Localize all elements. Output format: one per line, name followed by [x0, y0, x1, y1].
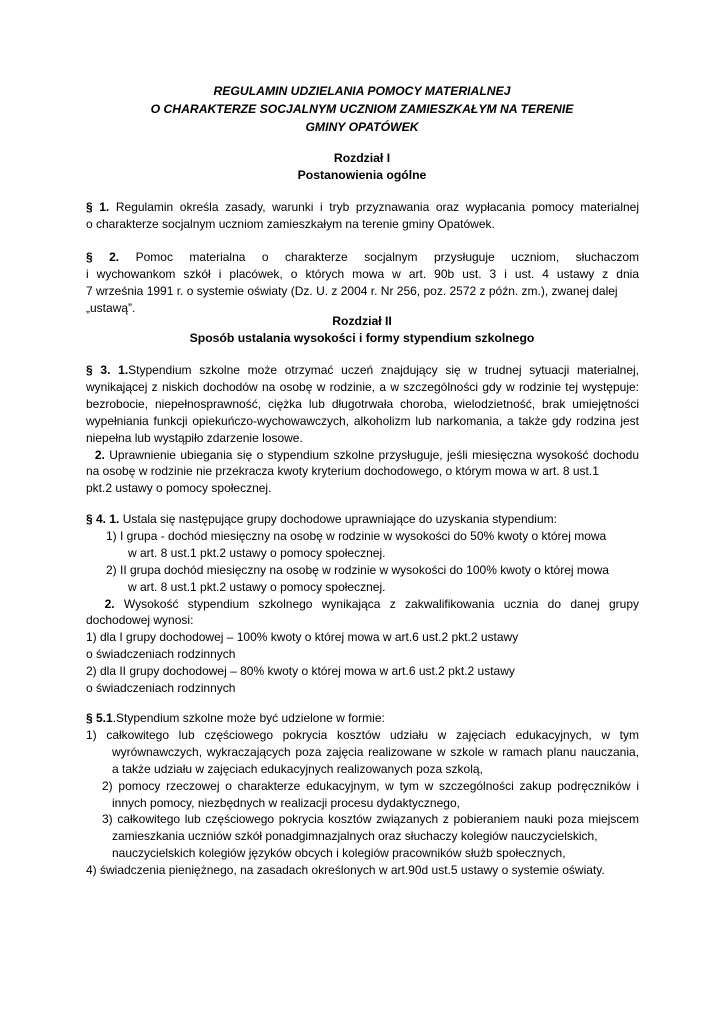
chapter-1-number: Rozdział I: [333, 151, 391, 165]
paragraph-4-point-2-mark: 2.: [104, 596, 115, 611]
document-title: [0, 82, 724, 136]
chapter-2-title: Sposób ustalania wysokości i formy stypendium szkolnego: [189, 331, 535, 345]
paragraph-4-line: Wysokość stypendium szkolnego wynikająca z zakwalifikowania ucznia do danej grupy: [123, 596, 639, 611]
paragraph-5: [86, 710, 639, 879]
paragraph-3-line: wynikającej z niskich dochodów na osobę w rodzinie, a w szczególności gdy w rodzinie tej występuje:: [86, 379, 639, 394]
chapter-1-heading: [0, 150, 724, 184]
paragraph-5-list-item: 4) świadczenia pieniężnego, na zasadach określonych w art.90d ust.5 ustawy o systemie oświaty.: [86, 863, 605, 878]
paragraph-4: [86, 511, 639, 697]
paragraph-3-line: na osobę w rodzinie nie przekracza kwoty kryterium dochodowego, o którym mowa w art. 8 ust.1: [86, 464, 599, 479]
paragraph-3-line: wypełniania funkcji opiekuńczo-wychowawczych, alkoholizm lub narkomania, a także gdy rodzina jest: [86, 413, 639, 428]
paragraph-4-line: 1) dla I grupy dochodowej – 100% kwoty o której mowa w art.6 ust.2 pkt.2 ustawy: [86, 630, 519, 645]
paragraph-5-list-item: 1) całkowitego lub częściowego pokrycia kosztów udziału w zajęciach edukacyjnych, w tym: [86, 727, 639, 742]
paragraph-3-line: Stypendium szkolne może otrzymać uczeń znajdujący się w trudnej sytuacji materialnej,: [128, 363, 640, 377]
paragraph-3-line: Uprawnienie ubiegania się o stypendium szkolne przysługuje, jeśli miesięczna wysokość dochodu: [109, 447, 639, 462]
paragraph-4-list-item: w art. 8 ust.1 pkt.2 ustawy o pomocy społecznej.: [128, 545, 386, 560]
paragraph-5-list-item: wyrównawczych, wykraczających poza zajęcia realizowane w szkole w ramach planu nauczania,: [112, 744, 639, 759]
paragraph-1-line: o charakterze socjalnym uczniom zamieszkałym na terenie gminy Opatówek.: [86, 216, 495, 231]
paragraph-2-line: 7 września 1991 r. o systemie oświaty (Dz. U. z 2004 r. Nr 256, poz. 2572 z późn. zm.), zwanej dalej: [86, 283, 618, 298]
paragraph-4-line: Ustala się następujące grupy dochodowe uprawniające do uzyskania stypendium:: [122, 512, 557, 526]
paragraph-5-list-item: zamieszkania uczniów szkół ponadgimnazjalnych oraz słuchaczy kolegiów nauczycielskich,: [112, 829, 598, 844]
paragraph-2-mark: § 2.: [86, 250, 120, 264]
paragraph-4-list-item: 2) II grupa dochód miesięczny na osobę w rodzinie w wysokości do 100% kwoty o której mowa: [106, 562, 609, 577]
title-line-2: O CHARAKTERZE SOCJALNYM UCZNIOM ZAMIESZKAŁYM NA TERENIE: [150, 102, 574, 116]
paragraph-3-line: niepełna lub wystąpiło zdarzenie losowe.: [86, 430, 303, 445]
paragraph-4-list-item: w art. 8 ust.1 pkt.2 ustawy o pomocy społecznej.: [128, 579, 386, 594]
paragraph-2-line: Pomoc materialna o charakterze socjalnym przysługuje uczniom, słuchaczom: [135, 250, 639, 264]
paragraph-5-list-item: nauczycielskich kolegiów języków obcych i kolegiów pracowników służb społecznych,: [112, 846, 566, 861]
title-line-3: GMINY OPATÓWEK: [305, 120, 419, 134]
title-line-1: REGULAMIN UDZIELANIA POMOCY MATERIALNEJ: [213, 84, 511, 98]
paragraph-2: [86, 249, 639, 317]
paragraph-3-point-2-mark: 2.: [94, 447, 105, 462]
paragraph-1: [86, 199, 639, 233]
paragraph-1-line: Regulamin określa zasady, warunki i tryb przyznawania oraz wypłacania pomocy materialnej: [115, 200, 639, 214]
chapter-2-heading: [0, 313, 724, 347]
paragraph-4-mark: § 4. 1.: [86, 512, 120, 526]
paragraph-3-mark: § 3. 1.: [86, 363, 129, 377]
paragraph-3-line: pkt.2 ustawy o pomocy społecznej.: [86, 481, 272, 496]
paragraph-4-line: o świadczeniach rodzinnych: [86, 647, 236, 662]
paragraph-5-list-item: 3) całkowitego lub częściowego pokrycia kosztów związanych z pobieraniem nauki poza miejscem: [102, 812, 639, 827]
paragraph-5-line: .Stypendium szkolne może być udzielone w formie:: [112, 711, 385, 725]
paragraph-3-line: bezrobocie, niepełnosprawność, ciężka lub długotrwała choroba, wielodzietność, brak umiejętności: [86, 396, 639, 411]
paragraph-5-list-item: a także udziału w zajęciach edukacyjnych realizowanych poza szkolą,: [112, 761, 483, 776]
paragraph-5-mark: § 5.1: [86, 711, 113, 725]
paragraph-5-list-item: 2) pomocy rzeczowej o charakterze edukacyjnym, w tym w szczególności zakup podręczników i: [102, 778, 639, 793]
paragraph-1-mark: § 1.: [86, 200, 110, 214]
paragraph-2-line: „ustawą”.: [86, 300, 136, 315]
chapter-1-title: Postanowienia ogólne: [297, 168, 427, 182]
paragraph-2-line: i wychowankom szkół i placówek, o których mowa w art. 90b ust. 3 i ust. 4 ustawy z dnia: [86, 266, 639, 281]
paragraph-3: [86, 362, 639, 497]
paragraph-4-line: o świadczeniach rodzinnych: [86, 681, 236, 696]
paragraph-4-line: 2) dla II grupy dochodowej – 80% kwoty o której mowa w art.6 ust.2 pkt.2 ustawy: [86, 664, 515, 679]
chapter-2-number: Rozdział II: [332, 314, 392, 328]
paragraph-4-list-item: 1) I grupa - dochód miesięczny na osobę w rodzinie w wysokości do 50% kwoty o której mowa: [106, 528, 607, 543]
paragraph-5-list-item: innych pomocy, niezbędnych w realizacji procesu dydaktycznego,: [112, 795, 460, 810]
paragraph-4-line: dochodowej wynosi:: [86, 613, 194, 628]
